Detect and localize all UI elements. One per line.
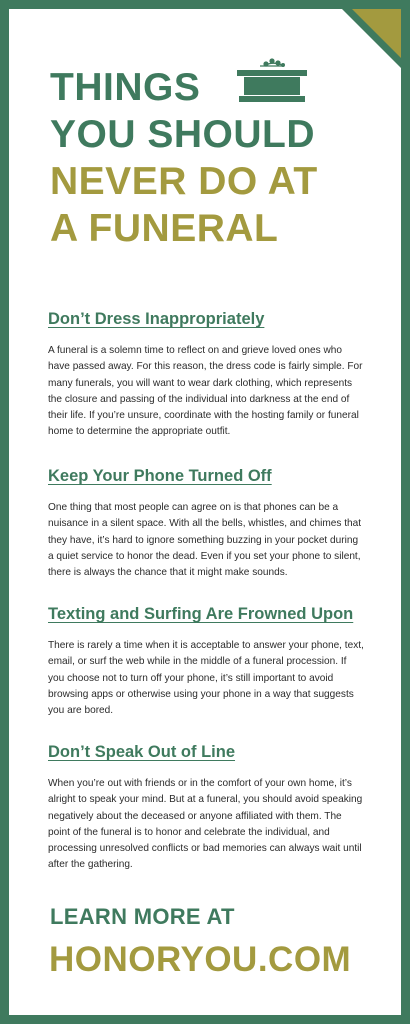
section-heading: Texting and Surfing Are Frowned Upon — [48, 605, 354, 623]
section-body: One thing that most people can agree on is that phones can be a nuisance in a silent space. With all the bells, whistles, and chimes that they have, it’s hard to ignore something buzzing in your pocket during a quiet service to honor the dead. Even if you set your phone to silent, there is always the chance that it might make sounds. — [48, 502, 362, 579]
casket-icon — [236, 52, 308, 104]
section-body: When you’re out with friends or in the comfort of your own home, it’s alright to speak your mind. But at a funeral, you should avoid speaking negatively about the deceased or anyone affiliated with them. The point of the funeral is to honor and celebrate the individual, and processing unresolved conflicts or bad memories can always wait until after the gathering. — [48, 778, 363, 871]
title-line-2: YOU SHOULD — [50, 113, 316, 156]
section-body: There is rarely a time when it is acceptable to answer your phone, text, email, or surf the web while in the middle of a funeral procession. If you choose not to turn off your phone, it’s still important to avoid browsing apps or otherwise using your phone in a way that suggests you are bored. — [48, 640, 364, 717]
section-dress — [48, 310, 364, 441]
title-line-3: NEVER DO AT — [50, 160, 318, 203]
cta-website-link[interactable]: HONORYOU.COM — [49, 940, 352, 979]
section-phone — [48, 467, 364, 581]
section-heading: Don’t Dress Inappropriately — [48, 310, 265, 328]
section-speech — [48, 743, 364, 874]
title-line-4: A FUNERAL — [50, 207, 279, 250]
section-texting — [48, 605, 364, 719]
section-heading: Keep Your Phone Turned Off — [48, 467, 272, 485]
title-line-1: THINGS — [50, 66, 201, 109]
section-heading: Don’t Speak Out of Line — [48, 743, 236, 761]
section-body: A funeral is a solemn time to reflect on and grieve loved ones who have passed away. For this reason, the dress code is fairly simple. For many funerals, you will want to wear dark clothing, which represents the closure and passing of the individual into darkness at the end of their life. If you’re unsure, coordinate with the hosting family or funeral home to determine the appropriate outfit. — [48, 345, 363, 438]
cta-learn-more: LEARN MORE AT — [50, 904, 235, 929]
